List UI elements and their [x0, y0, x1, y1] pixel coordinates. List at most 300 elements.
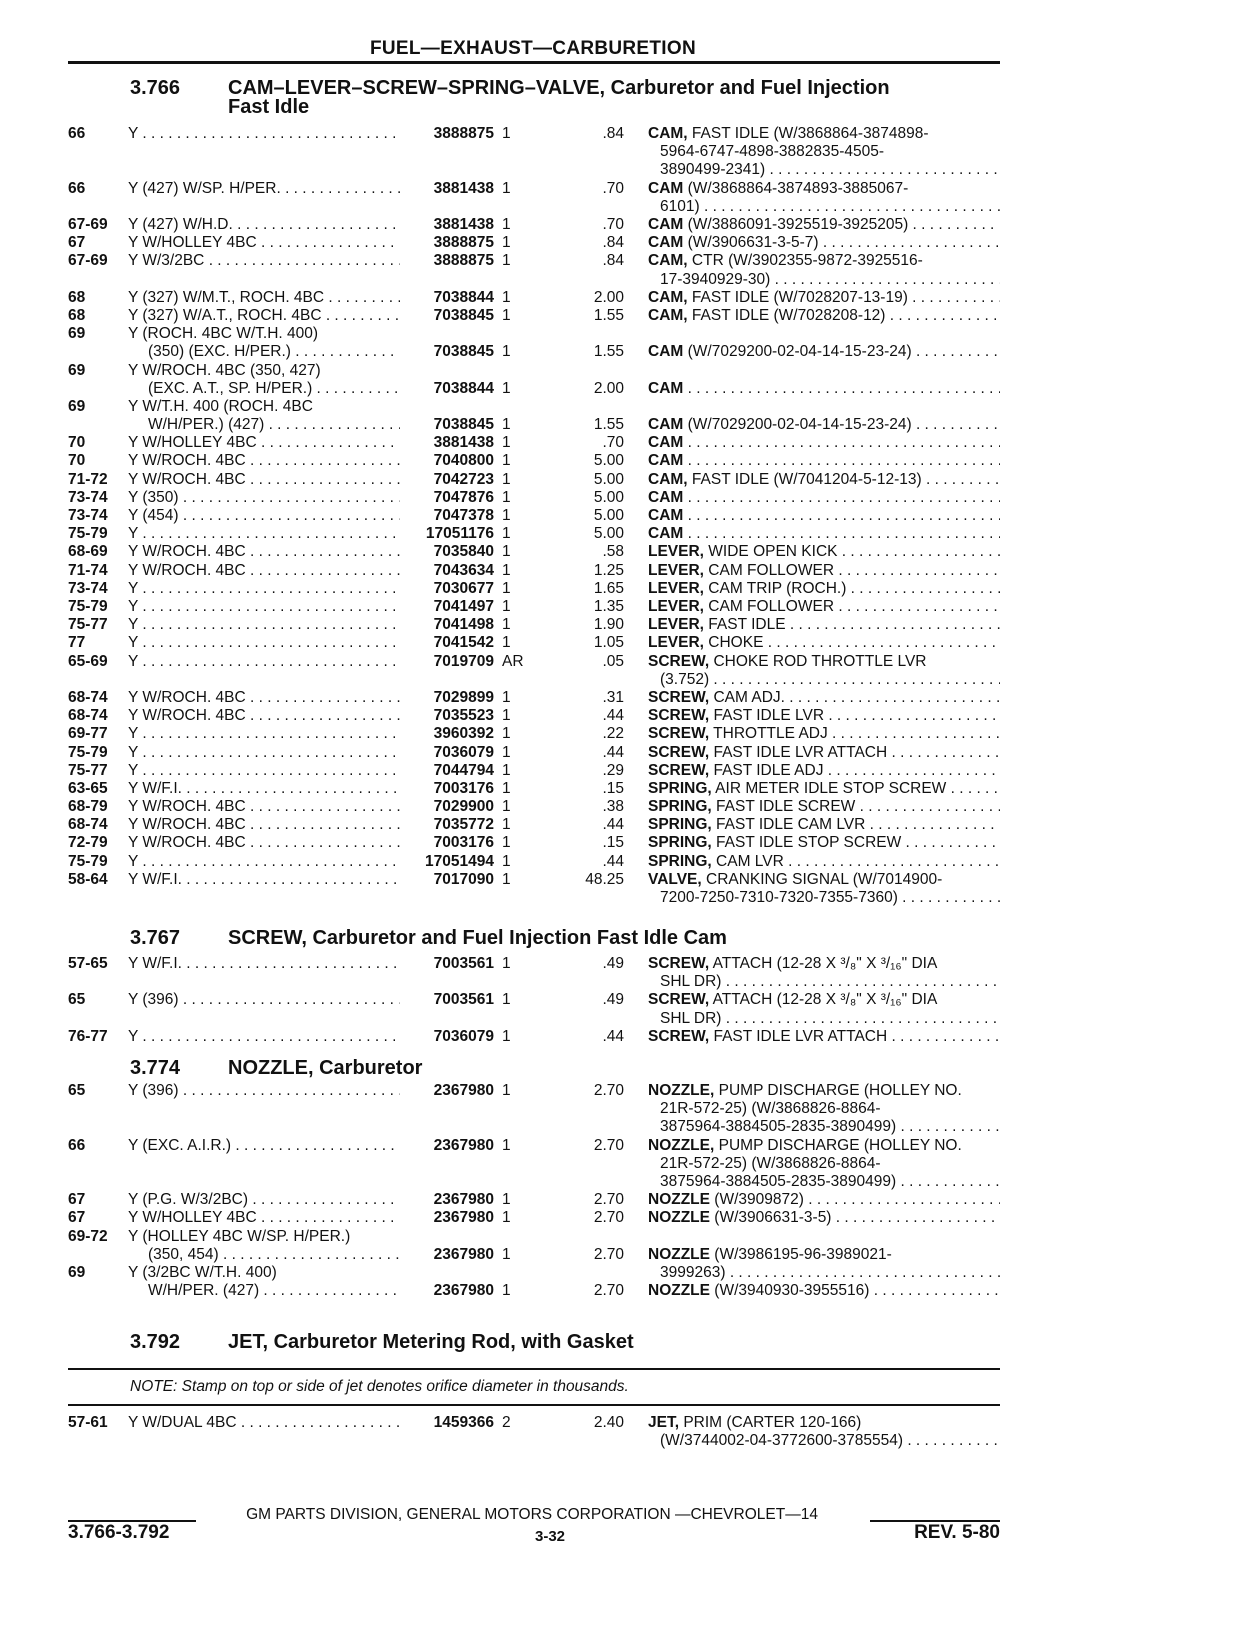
usage-description — [128, 216, 400, 234]
usage-text: Y — [128, 579, 139, 597]
model-year: 68-69 — [68, 543, 108, 561]
part-detail: 7200-7250-7310-7320-7355-7360) — [660, 889, 898, 906]
quantity: 1 — [502, 215, 511, 233]
usage-text: Y W/ROCH. 4BC — [128, 452, 246, 470]
model-year: 68 — [68, 306, 86, 324]
model-year: 70 — [68, 434, 86, 452]
part-number: 7038845 — [433, 416, 494, 434]
usage-line — [128, 416, 400, 434]
part-name-note — [648, 416, 1000, 434]
part-row — [0, 507, 1240, 525]
part-name-note — [648, 798, 1000, 816]
quantity: 1 — [502, 1282, 511, 1300]
usage-description — [128, 362, 400, 398]
part-number: 7035772 — [433, 816, 494, 834]
part-detail: FAST IDLE LVR — [709, 707, 825, 725]
quantity: 1 — [502, 125, 511, 142]
usage-description — [128, 489, 400, 507]
quantity: 1 — [502, 688, 511, 706]
part-number: 7003561 — [433, 991, 494, 1009]
note-rule-top — [68, 1368, 1000, 1370]
usage-description — [128, 471, 400, 489]
part-detail: (W/3906631-3-5) — [710, 1209, 832, 1227]
part-detail: (W/3868864-3874893-3885067- — [683, 179, 909, 197]
quantity: 1 — [502, 834, 511, 852]
part-name-note — [648, 991, 1000, 1027]
usage-description — [128, 252, 400, 270]
part-number: 7041542 — [433, 634, 494, 652]
part-detail: AIR METER IDLE STOP SCREW — [711, 779, 947, 797]
usage-line — [128, 380, 400, 398]
quantity: 1 — [502, 1027, 511, 1045]
part-detail: 5964-6747-4898-3882835-4505- — [660, 143, 885, 161]
part-detail: (W/3886091-3925519-3925205) — [683, 215, 909, 233]
note-line — [648, 416, 1000, 434]
part-detail: FAST IDLE CAM LVR — [711, 816, 866, 834]
usage-description — [128, 689, 400, 707]
part-number: 3881438 — [433, 179, 494, 197]
part-name-note — [648, 507, 1000, 525]
part-detail: ATTACH (12-28 X ³/₈" X ³/₁₆" DIA — [709, 991, 938, 1009]
model-year: 77 — [68, 634, 86, 652]
part-name-note — [648, 725, 1000, 743]
quantity: 1 — [502, 470, 511, 488]
usage-line — [128, 507, 400, 525]
usage-description — [128, 834, 400, 852]
usage-description — [128, 725, 400, 743]
part-number: 3888875 — [433, 125, 494, 142]
usage-text: Y (327) W/A.T., ROCH. 4BC — [128, 306, 322, 324]
part-name: CAM — [648, 416, 684, 434]
model-year: 69 — [68, 325, 86, 343]
part-detail: (W/7029200-02-04-14-15-23-24) — [683, 343, 912, 361]
note-line — [648, 252, 1000, 270]
part-name: NOZZLE — [648, 1209, 710, 1227]
part-name: SPRING, — [648, 779, 712, 797]
usage-text: Y W/ROCH. 4BC — [128, 707, 246, 725]
usage-text: Y W/ROCH. 4BC — [128, 688, 246, 706]
model-year: 67-69 — [68, 252, 108, 270]
part-name: SCREW, — [648, 725, 710, 743]
part-row — [0, 307, 1240, 325]
part-detail: THROTTLE ADJ — [709, 725, 828, 743]
part-number: 7040800 — [433, 452, 494, 470]
part-detail: FAST IDLE — [703, 616, 786, 634]
part-row — [0, 489, 1240, 507]
section-title: CAM–LEVER–SCREW–SPRING–VALVE, Carburetor and Fuel Injection — [228, 77, 890, 99]
usage-line — [128, 634, 400, 652]
part-detail: (W/3986195-96-3989021- — [710, 1245, 892, 1263]
footer-revision: REV. 5-80 — [914, 1522, 1000, 1543]
part-name-note — [648, 871, 1000, 907]
note-line — [648, 634, 1000, 652]
part-row — [0, 452, 1240, 470]
model-year: 65 — [68, 991, 86, 1009]
part-number: 2367980 — [433, 1191, 494, 1209]
part-row — [0, 634, 1240, 652]
quantity: 1 — [502, 1191, 511, 1209]
note-line — [648, 1100, 1000, 1118]
part-number: 7003561 — [433, 955, 494, 972]
parts-list-3766 — [0, 125, 1240, 907]
part-row — [0, 816, 1240, 834]
model-year: 69 — [68, 397, 86, 415]
note-line — [648, 889, 1000, 907]
list-price: 1.55 — [593, 416, 624, 434]
part-name: SCREW, — [648, 761, 710, 779]
part-name-note — [648, 1028, 1000, 1046]
list-price: 2.70 — [593, 1136, 624, 1154]
note-line — [648, 1432, 1000, 1450]
part-detail: 3875964-3884505-2835-3890499) — [660, 1118, 897, 1136]
part-name: CAM, — [648, 125, 688, 142]
list-price: .70 — [602, 215, 624, 233]
usage-line — [128, 307, 400, 325]
list-price: .44 — [602, 852, 624, 870]
note-line — [648, 598, 1000, 616]
usage-line — [128, 471, 400, 489]
list-price: .31 — [602, 688, 624, 706]
section-note: NOTE: Stamp on top or side of jet denotes orifice diameter in thousands. — [130, 1378, 629, 1395]
quantity: 1 — [502, 955, 511, 972]
usage-line — [128, 234, 400, 252]
note-line — [648, 489, 1000, 507]
note-rule-bottom — [68, 1404, 1000, 1406]
model-year: 75-79 — [68, 743, 108, 761]
part-detail: FAST IDLE (W/7041204-5-12-13) — [687, 470, 922, 488]
usage-text: Y (EXC. A.I.R.) — [128, 1136, 232, 1154]
part-name: JET, — [648, 1414, 680, 1431]
usage-line — [128, 798, 400, 816]
part-name: NOZZLE, — [648, 1082, 715, 1099]
part-row — [0, 325, 1240, 361]
usage-text: Y — [128, 597, 139, 615]
part-name-note — [648, 616, 1000, 634]
usage-description — [128, 598, 400, 616]
header-rule — [68, 61, 1000, 64]
model-year: 68-74 — [68, 816, 108, 834]
note-line — [648, 744, 1000, 762]
usage-line — [128, 744, 400, 762]
note-line — [648, 125, 1000, 143]
note-line — [648, 689, 1000, 707]
usage-line — [128, 216, 400, 234]
model-year: 72-79 — [68, 834, 108, 852]
usage-text: Y (396) — [128, 991, 179, 1009]
part-name: CAM, — [648, 306, 688, 324]
part-name-note — [648, 762, 1000, 780]
part-name: SCREW, — [648, 707, 710, 725]
usage-description — [128, 1191, 400, 1209]
part-name-note — [648, 816, 1000, 834]
quantity: 1 — [502, 852, 511, 870]
part-name: NOZZLE, — [648, 1136, 715, 1154]
part-row — [0, 707, 1240, 725]
usage-line — [128, 1228, 400, 1246]
list-price: .49 — [602, 991, 624, 1009]
usage-description — [128, 580, 400, 598]
note-line — [648, 1282, 1000, 1300]
model-year: 67-69 — [68, 215, 108, 233]
model-year: 73-74 — [68, 507, 108, 525]
part-row — [0, 798, 1240, 816]
section-number: 3.766 — [130, 77, 181, 99]
quantity: 1 — [502, 761, 511, 779]
part-detail: CAM FOLLOWER — [703, 597, 835, 615]
quantity: 1 — [502, 707, 511, 725]
model-year: 66 — [68, 125, 86, 142]
part-name-note — [648, 1282, 1000, 1300]
usage-line — [128, 452, 400, 470]
part-number: 7029900 — [433, 798, 494, 816]
part-name-note — [648, 216, 1000, 234]
quantity: 1 — [502, 579, 511, 597]
part-number: 7041497 — [433, 597, 494, 615]
part-number: 7038845 — [433, 306, 494, 324]
quantity: 1 — [502, 634, 511, 652]
list-price: 2.70 — [593, 1082, 624, 1099]
part-number: 7042723 — [433, 470, 494, 488]
part-name-note — [648, 543, 1000, 561]
quantity: 1 — [502, 779, 511, 797]
part-number: 7044794 — [433, 761, 494, 779]
footer-page-number: 3-32 — [534, 1528, 566, 1545]
model-year: 68 — [68, 288, 86, 306]
usage-text: Y — [128, 761, 139, 779]
usage-text: Y (427) W/SP. H/PER. — [128, 179, 281, 197]
note-line — [648, 507, 1000, 525]
part-name-note — [648, 234, 1000, 252]
part-number: 7047876 — [433, 488, 494, 506]
usage-text: Y — [128, 634, 139, 652]
usage-line — [128, 653, 400, 671]
note-line — [648, 271, 1000, 289]
note-line — [648, 1082, 1000, 1100]
usage-text: Y (396) — [128, 1082, 179, 1099]
note-line — [648, 1137, 1000, 1155]
part-name: SCREW, — [648, 991, 710, 1009]
note-line — [648, 853, 1000, 871]
part-number: 3881438 — [433, 434, 494, 452]
section-number: 3.792 — [130, 1331, 181, 1353]
note-line — [648, 180, 1000, 198]
part-name-note — [648, 1414, 1000, 1450]
part-name: LEVER, — [648, 634, 704, 652]
part-number: 7017090 — [433, 870, 494, 888]
part-row — [0, 616, 1240, 634]
quantity: 1 — [502, 725, 511, 743]
part-name-note — [648, 1137, 1000, 1192]
note-line — [648, 955, 1000, 973]
model-year: 66 — [68, 1136, 86, 1154]
note-line — [648, 216, 1000, 234]
quantity: 2 — [502, 1414, 511, 1431]
list-price: 1.05 — [593, 634, 624, 652]
list-price: 2.40 — [593, 1414, 624, 1431]
model-year: 75-79 — [68, 852, 108, 870]
usage-description — [128, 616, 400, 634]
quantity: 1 — [502, 1136, 511, 1154]
model-year: 75-79 — [68, 597, 108, 615]
note-line — [648, 234, 1000, 252]
part-number: 3960392 — [433, 725, 494, 743]
note-line — [648, 834, 1000, 852]
part-number: 2367980 — [433, 1245, 494, 1263]
list-price: .44 — [602, 816, 624, 834]
part-row — [0, 471, 1240, 489]
usage-text: Y W/ROCH. 4BC — [128, 561, 246, 579]
usage-text: Y W/ROCH. 4BC — [128, 470, 246, 488]
usage-text: Y W/F.I. — [128, 779, 182, 797]
model-year: 73-74 — [68, 488, 108, 506]
part-number: 7003176 — [433, 779, 494, 797]
part-detail: CHOKE — [703, 634, 764, 652]
part-detail: 3890499-2341) — [660, 161, 766, 179]
note-line — [648, 816, 1000, 834]
usage-text: Y — [128, 125, 139, 142]
part-row — [0, 991, 1240, 1027]
quantity: 1 — [502, 597, 511, 615]
part-name-note — [648, 744, 1000, 762]
part-row — [0, 762, 1240, 780]
usage-text: Y (427) W/H.D. — [128, 215, 233, 233]
part-name: CAM — [648, 234, 684, 252]
note-line — [648, 343, 1000, 361]
part-name-note — [648, 853, 1000, 871]
part-detail: FAST IDLE SCREW — [711, 798, 856, 816]
quantity: 1 — [502, 507, 511, 525]
quantity: 1 — [502, 616, 511, 634]
footer-section-range: 3.766-3.792 — [68, 1522, 170, 1543]
part-number: 7038844 — [433, 379, 494, 397]
part-detail: 21R-572-25) (W/3868826-8864- — [660, 1100, 881, 1118]
part-name: NOZZLE — [648, 1245, 710, 1263]
usage-description — [128, 1414, 400, 1432]
model-year: 67 — [68, 234, 86, 252]
quantity: 1 — [502, 561, 511, 579]
footer-publisher: GM PARTS DIVISION, GENERAL MOTORS CORPORATION —CHEVROLET—14 — [246, 1506, 818, 1523]
note-line — [648, 198, 1000, 216]
part-name: NOZZLE — [648, 1282, 710, 1300]
parts-list-3792 — [0, 1414, 1240, 1450]
note-line — [648, 780, 1000, 798]
usage-description — [128, 1264, 400, 1300]
usage-line — [128, 991, 400, 1009]
quantity: 1 — [502, 870, 511, 888]
part-name-note — [648, 780, 1000, 798]
note-line — [648, 1118, 1000, 1136]
usage-description — [128, 452, 400, 470]
part-row — [0, 580, 1240, 598]
part-row — [0, 1264, 1240, 1300]
usage-text: Y W/ROCH. 4BC (350, 427) — [128, 361, 321, 379]
list-price: 5.00 — [593, 452, 624, 470]
model-year: 67 — [68, 1191, 86, 1209]
part-detail: 3875964-3884505-2835-3890499) — [660, 1172, 897, 1190]
part-row — [0, 780, 1240, 798]
section-title: SCREW, Carburetor and Fuel Injection Fast Idle Cam — [228, 927, 727, 949]
part-detail: CAM FOLLOWER — [703, 561, 835, 579]
part-number: 3888875 — [433, 234, 494, 252]
part-detail: FAST IDLE STOP SCREW — [711, 834, 902, 852]
usage-description — [128, 525, 400, 543]
part-name-note — [648, 834, 1000, 852]
usage-text: W/H/PER. (427) — [148, 1282, 260, 1300]
part-name-note — [648, 343, 1000, 361]
note-line — [648, 725, 1000, 743]
usage-text: Y W/ROCH. 4BC — [128, 798, 246, 816]
model-year: 63-65 — [68, 779, 108, 797]
part-row — [0, 180, 1240, 216]
note-line — [648, 143, 1000, 161]
part-detail: ATTACH (12-28 X ³/₈" X ³/₁₆" DIA — [709, 955, 938, 972]
usage-description — [128, 762, 400, 780]
part-number: 2367980 — [433, 1282, 494, 1300]
part-detail: FAST IDLE (W/7028207-13-19) — [687, 288, 908, 306]
part-row — [0, 1191, 1240, 1209]
section-number: 3.774 — [130, 1057, 181, 1079]
usage-description — [128, 1028, 400, 1046]
model-year: 57-65 — [68, 955, 108, 972]
usage-text: Y W/F.I. — [128, 870, 182, 888]
part-number: 2367980 — [433, 1209, 494, 1227]
usage-line — [128, 725, 400, 743]
usage-line — [128, 955, 400, 973]
section-number: 3.767 — [130, 927, 181, 949]
part-number: 7019709 — [433, 652, 494, 670]
part-number: 7038844 — [433, 288, 494, 306]
part-name-note — [648, 434, 1000, 452]
usage-text: Y — [128, 1027, 139, 1045]
quantity: 1 — [502, 798, 511, 816]
usage-text: Y W/HOLLEY 4BC — [128, 434, 257, 452]
note-line — [648, 798, 1000, 816]
usage-description — [128, 507, 400, 525]
note-line — [648, 1209, 1000, 1227]
usage-text: (350) (EXC. H/PER.) — [148, 343, 291, 361]
part-detail: CHOKE ROD THROTTLE LVR — [709, 652, 927, 670]
part-detail: 3999263) — [660, 1263, 726, 1281]
list-price: 5.00 — [593, 525, 624, 543]
section-title: JET, Carburetor Metering Rod, with Gasket — [228, 1331, 634, 1353]
usage-line — [128, 489, 400, 507]
usage-line — [128, 1282, 400, 1300]
part-name-note — [648, 634, 1000, 652]
part-name-note — [648, 689, 1000, 707]
section-title: NOZZLE, Carburetor — [228, 1057, 423, 1079]
usage-description — [128, 991, 400, 1009]
usage-line — [128, 252, 400, 270]
note-line — [648, 1191, 1000, 1209]
list-price: .44 — [602, 1027, 624, 1045]
part-row — [0, 1028, 1240, 1046]
usage-description — [128, 289, 400, 307]
list-price: 2.00 — [593, 379, 624, 397]
part-name-note — [648, 1082, 1000, 1137]
part-row — [0, 871, 1240, 907]
list-price: .49 — [602, 955, 624, 972]
list-price: 2.70 — [593, 1282, 624, 1300]
list-price: .44 — [602, 743, 624, 761]
quantity: 1 — [502, 234, 511, 252]
note-line — [648, 471, 1000, 489]
part-row — [0, 562, 1240, 580]
part-number: 17051494 — [425, 852, 494, 870]
part-name: LEVER, — [648, 543, 704, 561]
list-price: 5.00 — [593, 507, 624, 525]
quantity: 1 — [502, 1082, 511, 1099]
part-name: SCREW, — [648, 955, 710, 972]
